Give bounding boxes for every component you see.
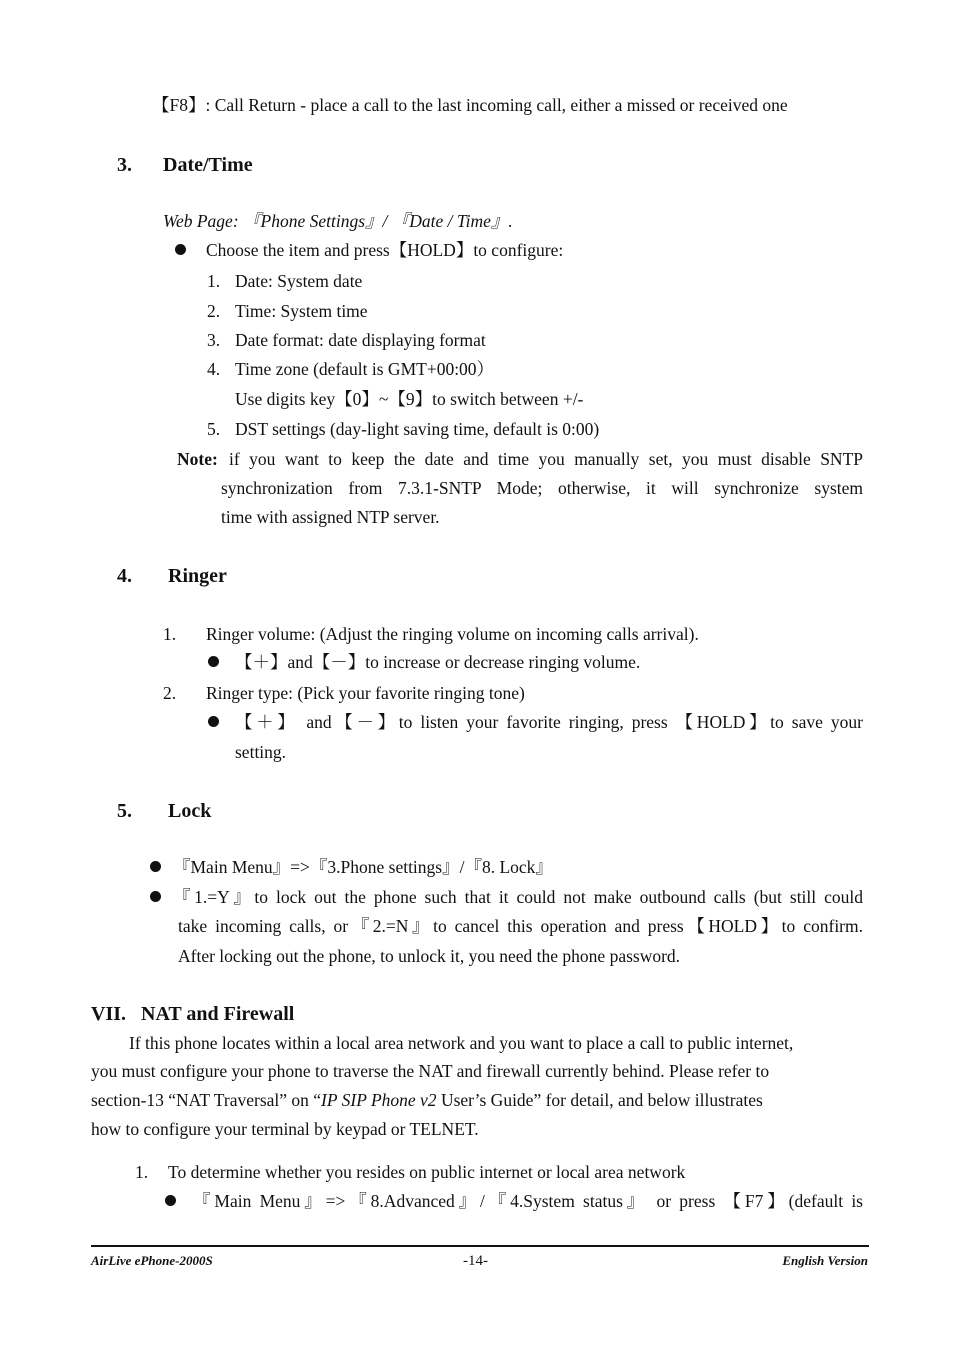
list-item-continuation: Use digits key【0】~【9】to switch between +/-	[235, 389, 584, 409]
bullet-icon	[175, 244, 186, 255]
footer-version: English Version	[782, 1253, 868, 1268]
list-item: DST settings (day-light saving time, default is 0:00)	[235, 419, 600, 439]
paragraph-line	[91, 1089, 763, 1111]
section-3-bullet: Choose the item and press【HOLD】to configure:	[206, 240, 564, 260]
ringer-volume-bullet: 【＋】and【－】to increase or decrease ringing volume.	[235, 652, 641, 672]
paragraph-text: User’s Guide” for detail, and below illustrates	[436, 1090, 763, 1110]
section-5-title: Lock	[168, 800, 212, 822]
section-3-number: 3.	[117, 154, 132, 176]
list-item-number: 2.	[207, 301, 221, 321]
section-5-number: 5.	[117, 800, 132, 822]
section-4-title: Ringer	[168, 565, 227, 587]
note-line: time with assigned NTP server.	[221, 507, 440, 527]
list-item-number: 5.	[207, 419, 221, 439]
ringer-type-bullet: 【＋】 and【－】to listen your favorite ringing, press 【HOLD】to save your	[235, 712, 863, 732]
note-line: if you want to keep the date and time you manually set, you must disable SNTP	[229, 449, 863, 469]
list-item: Ringer type: (Pick your favorite ringing tone)	[206, 683, 525, 703]
paragraph-text: section-13 “NAT Traversal” on “	[91, 1090, 322, 1110]
note-line: synchronization from 7.3.1-SNTP Mode; otherwise, it will synchronize system	[221, 478, 863, 498]
list-item-number: 1.	[163, 624, 177, 644]
ringer-type-bullet-cont: setting.	[235, 742, 287, 762]
list-item: Date: System date	[235, 271, 363, 291]
paragraph-line: If this phone locates within a local area network and you want to place a call to public internet,	[129, 1033, 794, 1053]
list-item-number: 1.	[135, 1162, 149, 1182]
paragraph-line: you must configure your phone to traverse the NAT and firewall currently behind. Please refer to	[91, 1061, 770, 1081]
list-item: Time zone (default is GMT+00:00）	[235, 359, 495, 379]
footer-product: AirLive ePhone-2000S	[91, 1253, 213, 1268]
list-item-number: 1.	[207, 271, 221, 291]
lock-bullet-line: After locking out the phone, to unlock it, you need the phone password.	[178, 946, 681, 966]
f8-line: 【F8】: Call Return - place a call to the last incoming call, either a missed or received one	[152, 95, 788, 115]
bullet-icon	[165, 1195, 176, 1206]
lock-menu-path: 『Main Menu』=>『3.Phone settings』/『8. Lock』	[173, 857, 553, 877]
paragraph-line: how to configure your terminal by keypad or TELNET.	[91, 1119, 479, 1139]
lock-bullet-line: take incoming calls, or『2.=N』to cancel this operation and press【HOLD】to confirm.	[178, 916, 863, 936]
footer-rule	[91, 1245, 869, 1247]
list-item-number: 3.	[207, 330, 221, 350]
bullet-icon	[150, 861, 161, 872]
system-status-bullet: 『Main Menu』=>『8.Advanced』/『4.System status』 or press 【F7】(default is	[193, 1191, 863, 1211]
page-number: -14-	[463, 1253, 488, 1269]
bullet-icon	[150, 891, 161, 902]
section-7-title: VII. NAT and Firewall	[91, 1003, 295, 1025]
list-item-number: 4.	[207, 359, 221, 379]
bullet-icon	[208, 716, 219, 727]
list-item-number: 2.	[163, 683, 177, 703]
note-label: Note:	[177, 449, 218, 469]
list-item: Ringer volume: (Adjust the ringing volume on incoming calls arrival).	[206, 624, 699, 644]
guide-title: IP SIP Phone v2	[321, 1090, 437, 1110]
section-4-number: 4.	[117, 565, 132, 587]
list-item: Time: System time	[235, 301, 368, 321]
section-3-title: Date/Time	[163, 154, 253, 176]
list-item: To determine whether you resides on public internet or local area network	[168, 1162, 686, 1182]
web-page-path: Web Page: 『Phone Settings』/ 『Date / Time』.	[163, 211, 513, 231]
list-item: Date format: date displaying format	[235, 330, 486, 350]
bullet-icon	[208, 656, 219, 667]
lock-bullet-line: 『1.=Y』to lock out the phone such that it could not make outbound calls (but still could	[173, 887, 863, 907]
